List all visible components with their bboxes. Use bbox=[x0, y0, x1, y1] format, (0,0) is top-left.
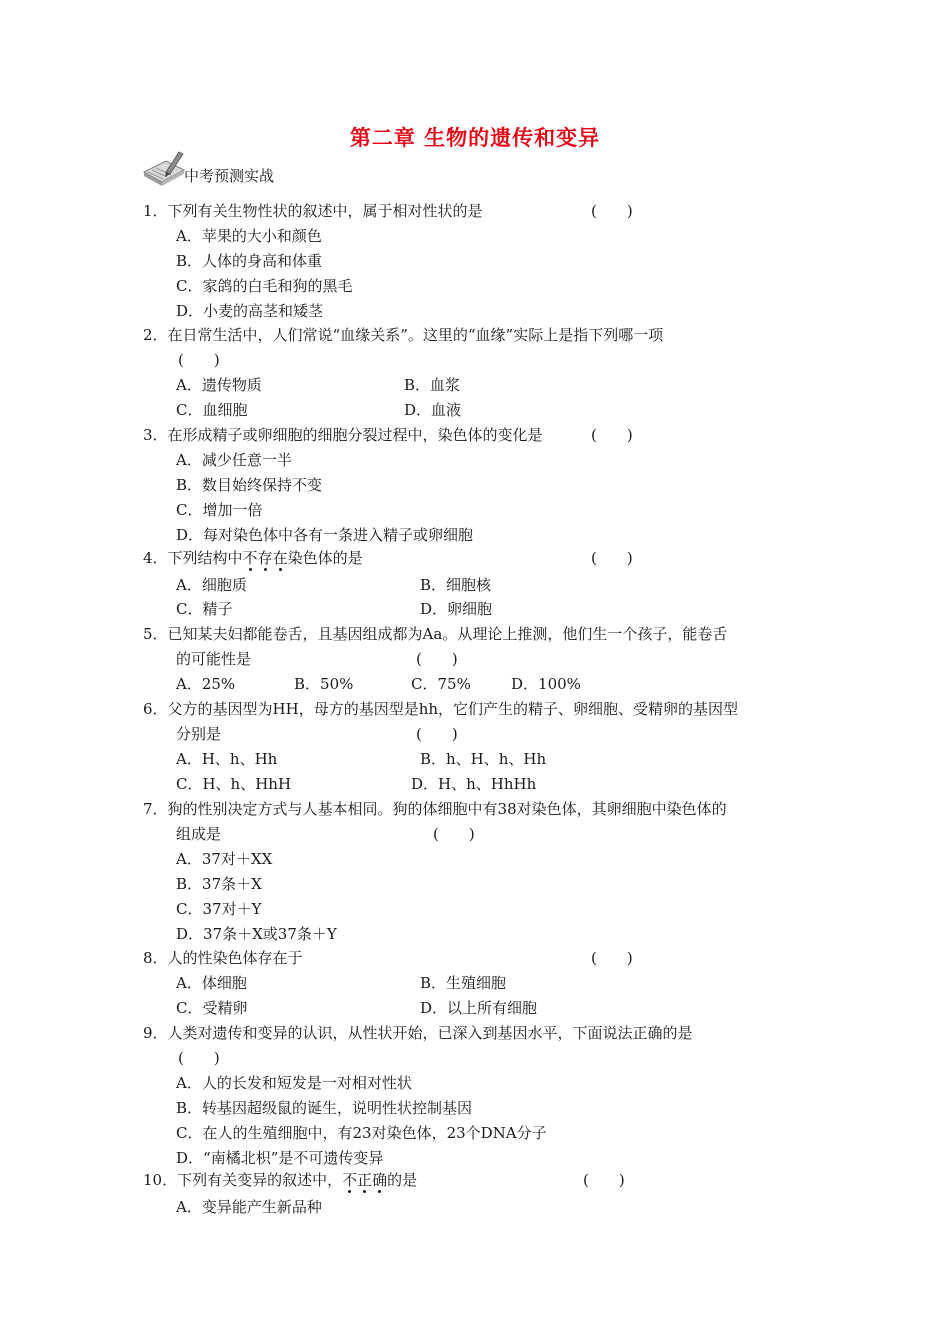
question-10-stem bbox=[143, 1169, 417, 1191]
emphasis-char: 不 bbox=[242, 549, 258, 567]
option: A．H、h、Hh bbox=[176, 750, 278, 768]
option: A．细胞质 bbox=[176, 576, 247, 594]
question-1-stem: 1．下列有关生物性状的叙述中，属于相对性状的是 bbox=[143, 202, 483, 220]
emphasis-char: 不 bbox=[342, 1171, 358, 1189]
option: D．小麦的高茎和矮茎 bbox=[176, 302, 324, 320]
answer-blank: ( ) bbox=[591, 202, 633, 220]
answer-blank: ( ) bbox=[583, 1171, 625, 1189]
emphasis-char: 存 bbox=[257, 549, 273, 567]
option: B．h、H、h、Hh bbox=[420, 750, 547, 768]
option: C．37对＋Y bbox=[176, 900, 262, 918]
question-9-stem: 9．人类对遗传和变异的认识，从性状开始，已深入到基因水平，下面说法正确的是 bbox=[143, 1024, 693, 1042]
option: A．变异能产生新品种 bbox=[176, 1198, 322, 1216]
option: B．数目始终保持不变 bbox=[176, 476, 323, 494]
option: D．H、h、HhHh bbox=[411, 775, 537, 793]
answer-blank: ( ) bbox=[591, 426, 633, 444]
option: D．血液 bbox=[404, 401, 462, 419]
question-6-stem-cont: 分别是 bbox=[176, 725, 222, 743]
option: C．在人的生殖细胞中，有23对染色体，23个DNA分子 bbox=[176, 1124, 547, 1142]
option: A．25% bbox=[176, 675, 236, 693]
option: C．血细胞 bbox=[176, 401, 248, 419]
option: C．H、h、HhH bbox=[176, 775, 292, 793]
answer-blank: ( ) bbox=[433, 825, 475, 843]
option: B．生殖细胞 bbox=[420, 974, 507, 992]
emphasis-char: 确 bbox=[372, 1171, 388, 1189]
option: B．37条＋X bbox=[176, 875, 262, 893]
option: C．75% bbox=[411, 675, 471, 693]
question-3-stem: 3．在形成精子或卵细胞的细胞分裂过程中，染色体的变化是 bbox=[143, 426, 543, 444]
option: A．体细胞 bbox=[176, 974, 247, 992]
stem-text: 4．下列结构中 bbox=[143, 549, 243, 567]
answer-blank: ( ) bbox=[178, 351, 220, 369]
emphasis-char: 在 bbox=[272, 549, 288, 567]
section-label: 中考预测实战 bbox=[184, 167, 275, 185]
page-title: 第二章 生物的遗传和变异 bbox=[349, 126, 601, 150]
answer-blank: ( ) bbox=[416, 725, 458, 743]
book-pen-icon bbox=[142, 148, 186, 188]
answer-blank: ( ) bbox=[591, 949, 633, 967]
option: C．受精卵 bbox=[176, 999, 248, 1017]
question-5-stem-cont: 的可能性是 bbox=[176, 650, 252, 668]
question-2-stem: 2．在日常生活中，人们常说“血缘关系”。这里的“血缘”实际上是指下列哪一项 bbox=[143, 326, 664, 344]
question-4-stem bbox=[143, 547, 363, 569]
stem-text: 染色体的是 bbox=[287, 549, 363, 567]
option: D．以上所有细胞 bbox=[420, 999, 538, 1017]
option: A．37对＋XX bbox=[176, 850, 273, 868]
option: C．增加一倍 bbox=[176, 501, 263, 519]
answer-blank: ( ) bbox=[591, 549, 633, 567]
option: B．人体的身高和体重 bbox=[176, 252, 323, 270]
question-6-stem: 6．父方的基因型为HH，母方的基因型是hh，它们产生的精子、卵细胞、受精卵的基因型 bbox=[143, 700, 739, 718]
option: B．50% bbox=[294, 675, 354, 693]
question-5-stem: 5．已知某夫妇都能卷舌，且基因组成都为Aa。从理论上推测，他们生一个孩子，能卷舌 bbox=[143, 625, 728, 643]
stem-text: 的是 bbox=[387, 1171, 418, 1189]
option: A．人的长发和短发是一对相对性状 bbox=[176, 1074, 412, 1092]
answer-blank: ( ) bbox=[178, 1049, 220, 1067]
question-8-stem: 8．人的性染色体存在于 bbox=[143, 949, 303, 967]
option: A．减少任意一半 bbox=[176, 451, 292, 469]
option: A．遗传物质 bbox=[176, 376, 262, 394]
option: D．37条＋X或37条＋Y bbox=[176, 925, 337, 943]
option: A．苹果的大小和颜色 bbox=[176, 227, 322, 245]
option: D．卵细胞 bbox=[420, 600, 493, 618]
option: D．“南橘北枳”是不可遗传变异 bbox=[176, 1149, 384, 1167]
option: C．家鸽的白毛和狗的黑毛 bbox=[176, 277, 353, 295]
option: B．血浆 bbox=[404, 376, 461, 394]
option: B．转基因超级鼠的诞生，说明性状控制基因 bbox=[176, 1099, 473, 1117]
option: D．100% bbox=[511, 675, 581, 693]
question-7-stem: 7．狗的性别决定方式与人基本相同。狗的体细胞中有38对染色体，其卵细胞中染色体的 bbox=[143, 800, 727, 818]
option: C．精子 bbox=[176, 600, 233, 618]
emphasis-char: 正 bbox=[357, 1171, 373, 1189]
question-7-stem-cont: 组成是 bbox=[176, 825, 222, 843]
stem-text: 10．下列有关变异的叙述中， bbox=[143, 1171, 343, 1189]
option: D．每对染色体中各有一条进入精子或卵细胞 bbox=[176, 526, 474, 544]
option: B．细胞核 bbox=[420, 576, 492, 594]
answer-blank: ( ) bbox=[416, 650, 458, 668]
